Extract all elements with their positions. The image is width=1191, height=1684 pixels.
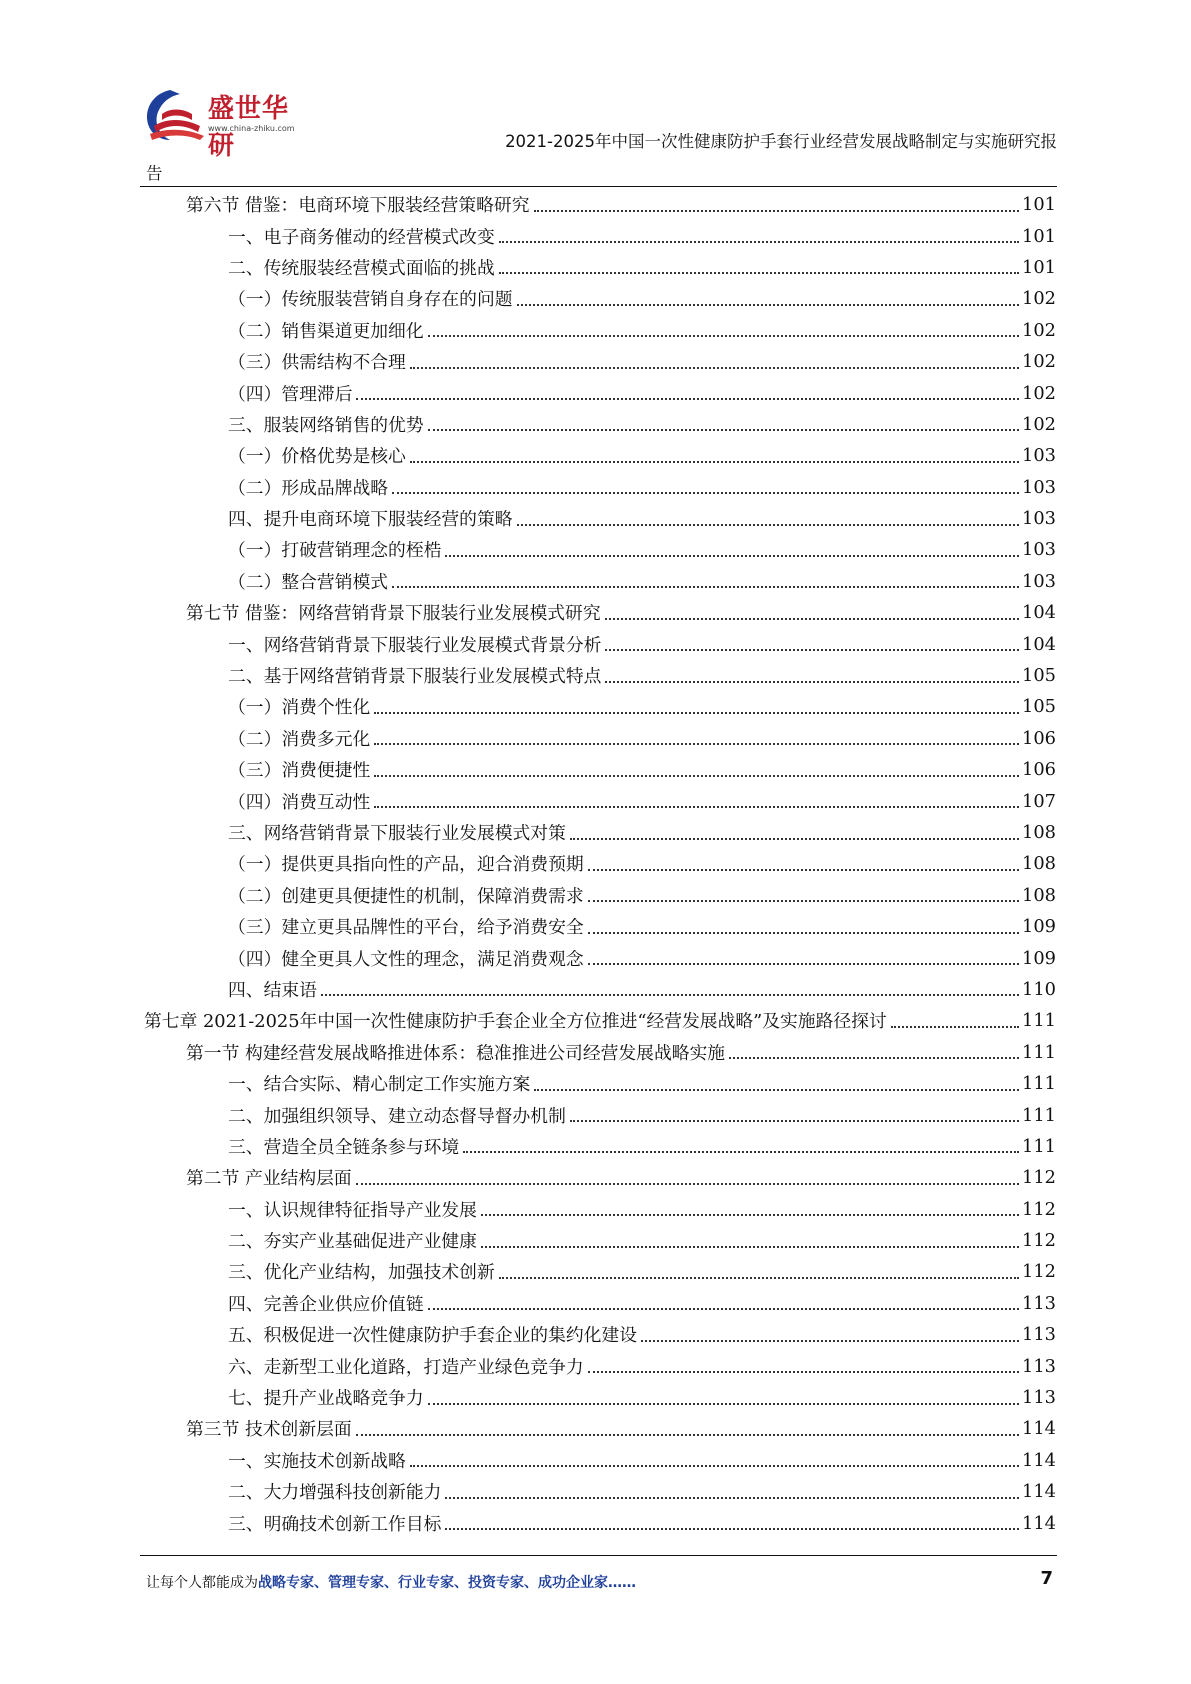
footer-slogan xyxy=(146,1572,636,1592)
toc-entry-page: 102 xyxy=(1022,288,1056,310)
toc-entry[interactable] xyxy=(144,346,1056,377)
toc-leader-dots xyxy=(499,241,1019,243)
report-title: 2021-2025年中国一次性健康防护手套行业经营发展战略制定与实施研究报 xyxy=(505,132,1057,151)
toc-entry-page: 103 xyxy=(1022,508,1056,530)
toc-entry-page: 105 xyxy=(1022,665,1056,687)
toc-leader-dots xyxy=(605,649,1019,651)
toc-entry[interactable] xyxy=(144,848,1056,879)
toc-entry-title: 第七节 借鉴：网络营销背景下服装行业发展模式研究 xyxy=(186,600,603,625)
toc-entry-page: 102 xyxy=(1022,351,1056,373)
toc-entry-title: （四）健全更具人文性的理念，满足消费观念 xyxy=(228,946,586,971)
toc-leader-dots xyxy=(428,1403,1019,1405)
toc-entry[interactable] xyxy=(144,1068,1056,1099)
toc-entry-page: 103 xyxy=(1022,570,1056,592)
toc-leader-dots xyxy=(392,586,1019,588)
toc-entry[interactable] xyxy=(144,1037,1056,1068)
toc-entry-page: 108 xyxy=(1022,884,1056,906)
toc-leader-dots xyxy=(588,900,1019,902)
toc-leader-dots xyxy=(891,1026,1019,1028)
toc-leader-dots xyxy=(588,1371,1019,1373)
toc-entry-title: 一、实施技术创新战略 xyxy=(228,1448,408,1473)
toc-entry[interactable] xyxy=(144,1413,1056,1444)
toc-entry-title: （二）销售渠道更加细化 xyxy=(228,318,426,343)
toc-entry[interactable] xyxy=(144,283,1056,314)
toc-entry[interactable] xyxy=(144,566,1056,597)
toc-entry-page: 114 xyxy=(1022,1481,1056,1503)
toc-leader-dots xyxy=(374,712,1019,714)
toc-entry-title: （一）打破营销理念的桎梏 xyxy=(228,537,443,562)
toc-entry-title: 二、基于网络营销背景下服装行业发展模式特点 xyxy=(228,663,603,688)
toc-entry-page: 113 xyxy=(1022,1355,1056,1377)
toc-leader-dots xyxy=(374,775,1019,777)
toc-entry[interactable] xyxy=(144,691,1056,722)
toc-entry-page: 105 xyxy=(1022,696,1056,718)
toc-leader-dots xyxy=(534,1089,1019,1091)
toc-entry-page: 102 xyxy=(1022,382,1056,404)
toc-entry-page: 111 xyxy=(1022,1010,1056,1032)
toc-entry[interactable] xyxy=(144,1319,1056,1350)
toc-entry-page: 108 xyxy=(1022,853,1056,875)
toc-entry-page: 103 xyxy=(1022,476,1056,498)
toc-entry-page: 106 xyxy=(1022,759,1056,781)
toc-entry-page: 111 xyxy=(1022,1135,1056,1157)
toc-entry-page: 112 xyxy=(1022,1261,1056,1283)
toc-entry-title: （一）提供更具指向性的产品，迎合消费预期 xyxy=(228,851,586,876)
report-title-continuation: 告 xyxy=(146,164,163,183)
toc-leader-dots xyxy=(428,1308,1019,1310)
toc-entry-page: 111 xyxy=(1022,1041,1056,1063)
toc-entry-title: 二、传统服装经营模式面临的挑战 xyxy=(228,255,497,280)
toc-entry-page: 114 xyxy=(1022,1449,1056,1471)
page-number: 7 xyxy=(1040,1568,1053,1589)
toc-entry-title: 第六节 借鉴：电商环境下服装经营策略研究 xyxy=(186,192,532,217)
toc-entry[interactable] xyxy=(144,1194,1056,1225)
toc-entry-page: 102 xyxy=(1022,319,1056,341)
toc-entry[interactable] xyxy=(144,1507,1056,1538)
toc-entry-title: （二）形成品牌战略 xyxy=(228,475,390,500)
toc-entry-page: 112 xyxy=(1022,1167,1056,1189)
toc-entry-title: （二）整合营销模式 xyxy=(228,569,390,594)
toc-leader-dots xyxy=(356,1434,1019,1436)
logo-name: 盛世华研 xyxy=(208,94,290,161)
toc-leader-dots xyxy=(445,1528,1019,1530)
toc-entry[interactable] xyxy=(144,1288,1056,1319)
toc-entry[interactable] xyxy=(144,1005,1056,1036)
toc-entry-page: 114 xyxy=(1022,1512,1056,1534)
toc-entry[interactable] xyxy=(144,189,1056,220)
toc-entry[interactable] xyxy=(144,1350,1056,1381)
toc-leader-dots xyxy=(481,1214,1019,1216)
toc-entry[interactable] xyxy=(144,1382,1056,1413)
toc-entry-page: 114 xyxy=(1022,1418,1056,1440)
logo-emblem-icon xyxy=(140,84,210,150)
toc-entry-title: 一、结合实际、精心制定工作实施方案 xyxy=(228,1071,532,1096)
toc-entry-title: 三、网络营销背景下服装行业发展模式对策 xyxy=(228,820,568,845)
toc-entry-page: 112 xyxy=(1022,1230,1056,1252)
toc-leader-dots xyxy=(517,304,1020,306)
toc-entry-title: 三、服装网络销售的优势 xyxy=(228,412,426,437)
toc-leader-dots xyxy=(499,272,1019,274)
toc-leader-dots xyxy=(729,1057,1019,1059)
toc-entry-title: 四、提升电商环境下服装经营的策略 xyxy=(228,506,515,531)
toc-leader-dots xyxy=(392,492,1019,494)
page-header xyxy=(0,0,1191,190)
company-logo xyxy=(140,84,310,161)
toc-entry-title: （一）价格优势是核心 xyxy=(228,443,408,468)
toc-entry[interactable] xyxy=(144,1225,1056,1256)
toc-entry[interactable] xyxy=(144,597,1056,628)
toc-entry-title: 一、电子商务催动的经营模式改变 xyxy=(228,224,497,249)
toc-entry-page: 113 xyxy=(1022,1324,1056,1346)
toc-entry[interactable] xyxy=(144,1162,1056,1193)
toc-entry[interactable] xyxy=(144,220,1056,251)
toc-entry-page: 101 xyxy=(1022,225,1056,247)
toc-leader-dots xyxy=(641,1340,1019,1342)
toc-entry-title: 七、提升产业战略竞争力 xyxy=(228,1385,426,1410)
toc-entry-title: 第一节 构建经营发展战略推进体系：稳准推进公司经营发展战略实施 xyxy=(186,1040,727,1065)
toc-entry-page: 103 xyxy=(1022,445,1056,467)
toc-entry[interactable] xyxy=(144,754,1056,785)
slogan-prefix: 让每个人都能成为 xyxy=(146,1575,258,1591)
toc-entry-title: （三）供需结构不合理 xyxy=(228,349,408,374)
toc-leader-dots xyxy=(570,1120,1019,1122)
toc-leader-dots xyxy=(588,963,1019,965)
toc-leader-dots xyxy=(374,806,1019,808)
toc-entry[interactable] xyxy=(144,723,1056,754)
toc-entry-title: 二、加强组织领导、建立动态督导督办机制 xyxy=(228,1103,568,1128)
toc-entry-page: 108 xyxy=(1022,822,1056,843)
toc-entry-title: （四）消费互动性 xyxy=(228,789,372,814)
toc-entry-title: （三）消费便捷性 xyxy=(228,757,372,782)
toc-leader-dots xyxy=(445,555,1019,557)
toc-leader-dots xyxy=(588,932,1019,934)
toc-leader-dots xyxy=(588,869,1019,871)
toc-entry-title: 第三节 技术创新层面 xyxy=(186,1416,354,1441)
toc-leader-dots xyxy=(356,1183,1019,1185)
toc-entry-page: 111 xyxy=(1022,1104,1056,1126)
header-divider xyxy=(140,186,1057,187)
toc-entry-page: 101 xyxy=(1022,256,1056,278)
toc-leader-dots xyxy=(463,1151,1019,1153)
toc-entry[interactable] xyxy=(144,974,1056,1005)
footer-divider xyxy=(140,1555,1057,1556)
toc-entry-title: （二）创建更具便捷性的机制，保障消费需求 xyxy=(228,883,586,908)
toc-entry-title: 二、夯实产业基础促进产业健康 xyxy=(228,1228,479,1253)
toc-entry-title: （二）消费多元化 xyxy=(228,726,372,751)
toc-entry[interactable] xyxy=(144,315,1056,346)
toc-leader-dots xyxy=(428,429,1019,431)
toc-entry[interactable] xyxy=(144,628,1056,659)
toc-entry-page: 113 xyxy=(1022,1387,1056,1409)
toc-leader-dots xyxy=(605,681,1019,683)
toc-entry[interactable] xyxy=(144,1131,1056,1162)
toc-leader-dots xyxy=(534,210,1020,212)
toc-entry-page: 101 xyxy=(1022,194,1056,216)
toc-entry-page: 112 xyxy=(1022,1198,1056,1220)
toc-entry-title: （一）消费个性化 xyxy=(228,694,372,719)
toc-entry-title: 三、优化产业结构，加强技术创新 xyxy=(228,1259,497,1284)
toc-entry[interactable] xyxy=(144,817,1056,848)
toc-entry[interactable] xyxy=(144,1256,1056,1287)
toc-leader-dots xyxy=(499,1277,1019,1279)
toc-leader-dots xyxy=(605,618,1019,620)
toc-entry-title: （一）传统服装营销自身存在的问题 xyxy=(228,286,515,311)
table-of-contents xyxy=(144,189,1056,1539)
toc-entry-title: 第七章 2021-2025年中国一次性健康防护手套企业全方位推进“经营发展战略”及实施路径探讨 xyxy=(144,1008,889,1033)
toc-entry-title: 第二节 产业结构层面 xyxy=(186,1165,354,1190)
toc-entry-title: （三）建立更具品牌性的平台，给予消费安全 xyxy=(228,914,586,939)
toc-entry[interactable] xyxy=(144,785,1056,816)
toc-entry-title: 三、明确技术创新工作目标 xyxy=(228,1511,443,1536)
toc-leader-dots xyxy=(570,838,1019,840)
toc-leader-dots xyxy=(374,743,1019,745)
toc-entry-page: 110 xyxy=(1022,978,1056,1000)
toc-entry[interactable] xyxy=(144,409,1056,440)
toc-entry[interactable] xyxy=(144,252,1056,283)
toc-entry[interactable] xyxy=(144,377,1056,408)
slogan-highlight: 战略专家、管理专家、行业专家、投资专家、成功企业家…… xyxy=(258,1575,636,1591)
toc-entry[interactable] xyxy=(144,503,1056,534)
toc-entry[interactable] xyxy=(144,1099,1056,1130)
toc-entry-page: 103 xyxy=(1022,539,1056,561)
toc-entry-page: 104 xyxy=(1022,633,1056,655)
toc-entry-title: 四、结束语 xyxy=(228,977,319,1002)
toc-entry-title: 五、积极促进一次性健康防护手套企业的集约化建设 xyxy=(228,1322,639,1347)
toc-entry[interactable] xyxy=(144,472,1056,503)
toc-entry-title: 二、大力增强科技创新能力 xyxy=(228,1479,443,1504)
toc-entry-page: 113 xyxy=(1022,1292,1056,1314)
toc-entry-title: （四）管理滞后 xyxy=(228,381,354,406)
toc-entry[interactable] xyxy=(144,1445,1056,1476)
toc-leader-dots xyxy=(481,1246,1019,1248)
toc-leader-dots xyxy=(321,994,1019,996)
toc-entry[interactable] xyxy=(144,911,1056,942)
toc-entry-page: 104 xyxy=(1022,602,1056,624)
toc-entry-title: 四、完善企业供应价值链 xyxy=(228,1291,426,1316)
toc-leader-dots xyxy=(517,524,1020,526)
toc-entry-page: 111 xyxy=(1022,1073,1056,1095)
toc-entry-title: 三、营造全员全链条参与环境 xyxy=(228,1134,461,1159)
toc-entry-page: 102 xyxy=(1022,413,1056,435)
toc-entry[interactable] xyxy=(144,942,1056,973)
toc-leader-dots xyxy=(445,1497,1019,1499)
toc-entry[interactable] xyxy=(144,660,1056,691)
toc-leader-dots xyxy=(428,335,1019,337)
toc-leader-dots xyxy=(410,367,1019,369)
toc-entry-title: 一、认识规律特征指导产业发展 xyxy=(228,1197,479,1222)
toc-leader-dots xyxy=(410,461,1019,463)
toc-entry[interactable] xyxy=(144,440,1056,471)
toc-entry-page: 107 xyxy=(1022,790,1056,812)
toc-entry-page: 109 xyxy=(1022,916,1056,938)
toc-entry[interactable] xyxy=(144,880,1056,911)
toc-leader-dots xyxy=(356,398,1019,400)
toc-entry-title: 一、网络营销背景下服装行业发展模式背景分析 xyxy=(228,632,603,657)
logo-url: www.china-zhiku.com xyxy=(208,124,295,133)
toc-entry[interactable] xyxy=(144,534,1056,565)
toc-leader-dots xyxy=(410,1465,1019,1467)
toc-entry-page: 106 xyxy=(1022,727,1056,749)
toc-entry[interactable] xyxy=(144,1476,1056,1507)
toc-entry-title: 六、走新型工业化道路，打造产业绿色竞争力 xyxy=(228,1354,586,1379)
toc-entry-page: 109 xyxy=(1022,947,1056,969)
